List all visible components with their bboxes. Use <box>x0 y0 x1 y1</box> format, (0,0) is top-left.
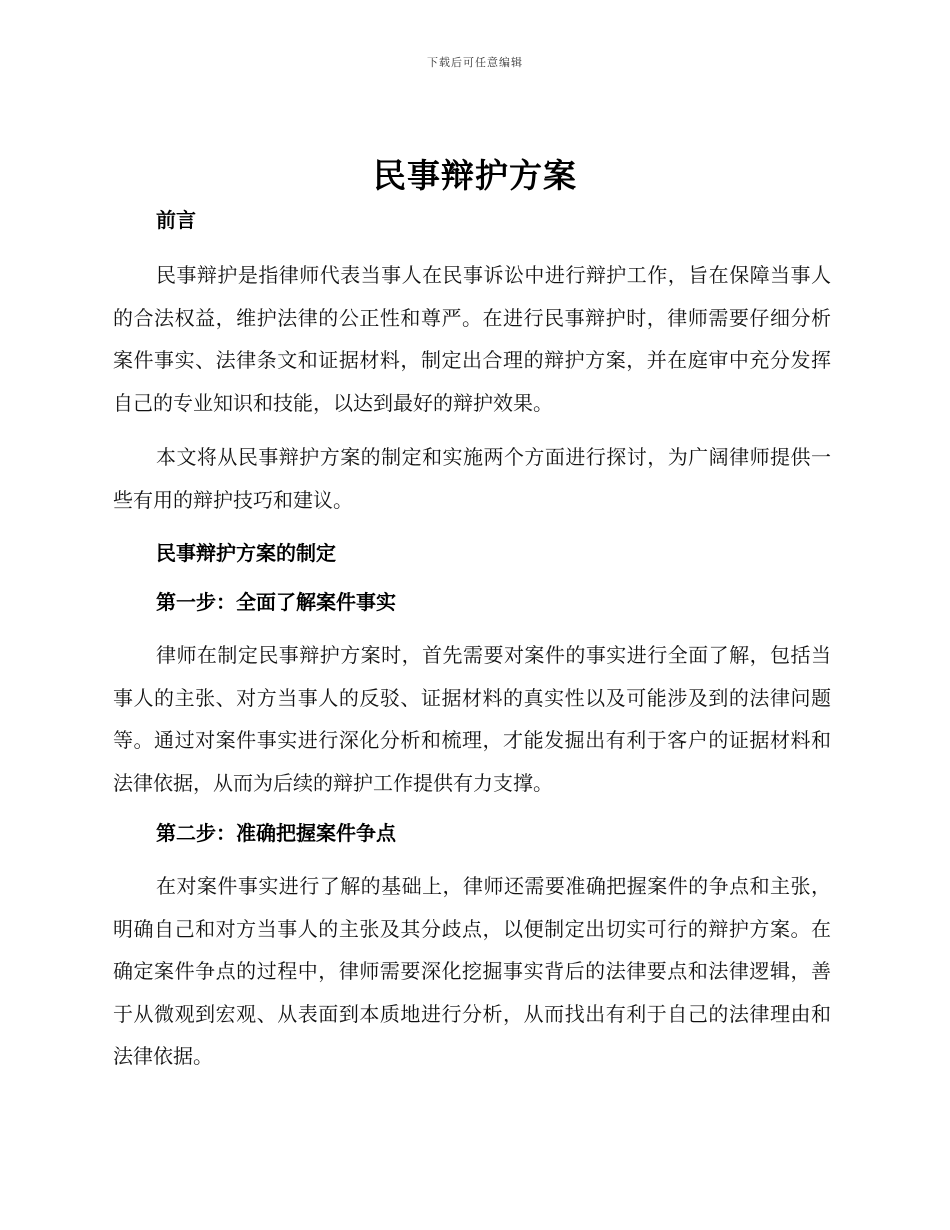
preface-paragraph-2: 本文将从民事辩护方案的制定和实施两个方面进行探讨，为广阔律师提供一些有用的辩护技巧和建议。 <box>113 445 831 512</box>
document-title: 民事辩护方案 <box>373 156 577 195</box>
step2-heading: 第二步：准确把握案件争点 <box>156 821 396 845</box>
step2-paragraph: 在对案件事实进行了解的基础上，律师还需要准确把握案件的争点和主张，明确自己和对方当事人的主张及其分歧点，以便制定出切实可行的辩护方案。在确定案件争点的过程中，律师需要深化挖掘事实背后的法律要点和法律逻辑，善于从微观到宏观、从表面到本质地进行分析，从而找出有利于自己的法律理由和法律依据。 <box>113 874 831 1068</box>
preface-paragraph-1: 民事辩护是指律师代表当事人在民事诉讼中进行辩护工作，旨在保障当事人的合法权益，维护法律的公正性和尊严。在进行民事辩护时，律师需要仔细分析案件事实、法律条文和证据材料，制定出合理的辩护方案，并在庭审中充分发挥自己的专业知识和技能，以达到最好的辩护效果。 <box>113 263 831 415</box>
step1-paragraph: 律师在制定民事辩护方案时，首先需要对案件的事实进行全面了解，包括当事人的主张、对方当事人的反驳、证据材料的真实性以及可能涉及到的法律问题等。通过对案件事实进行深化分析和梳理，才能发掘出有利于客户的证据材料和法律依据，从而为后续的辩护工作提供有力支撑。 <box>113 643 831 795</box>
step1-heading: 第一步：全面了解案件事实 <box>156 590 396 614</box>
header-note: 下载后可任意编辑 <box>427 56 523 69</box>
formulation-heading: 民事辩护方案的制定 <box>156 541 336 565</box>
document-body <box>113 200 831 1078</box>
preface-heading: 前言 <box>156 208 196 232</box>
